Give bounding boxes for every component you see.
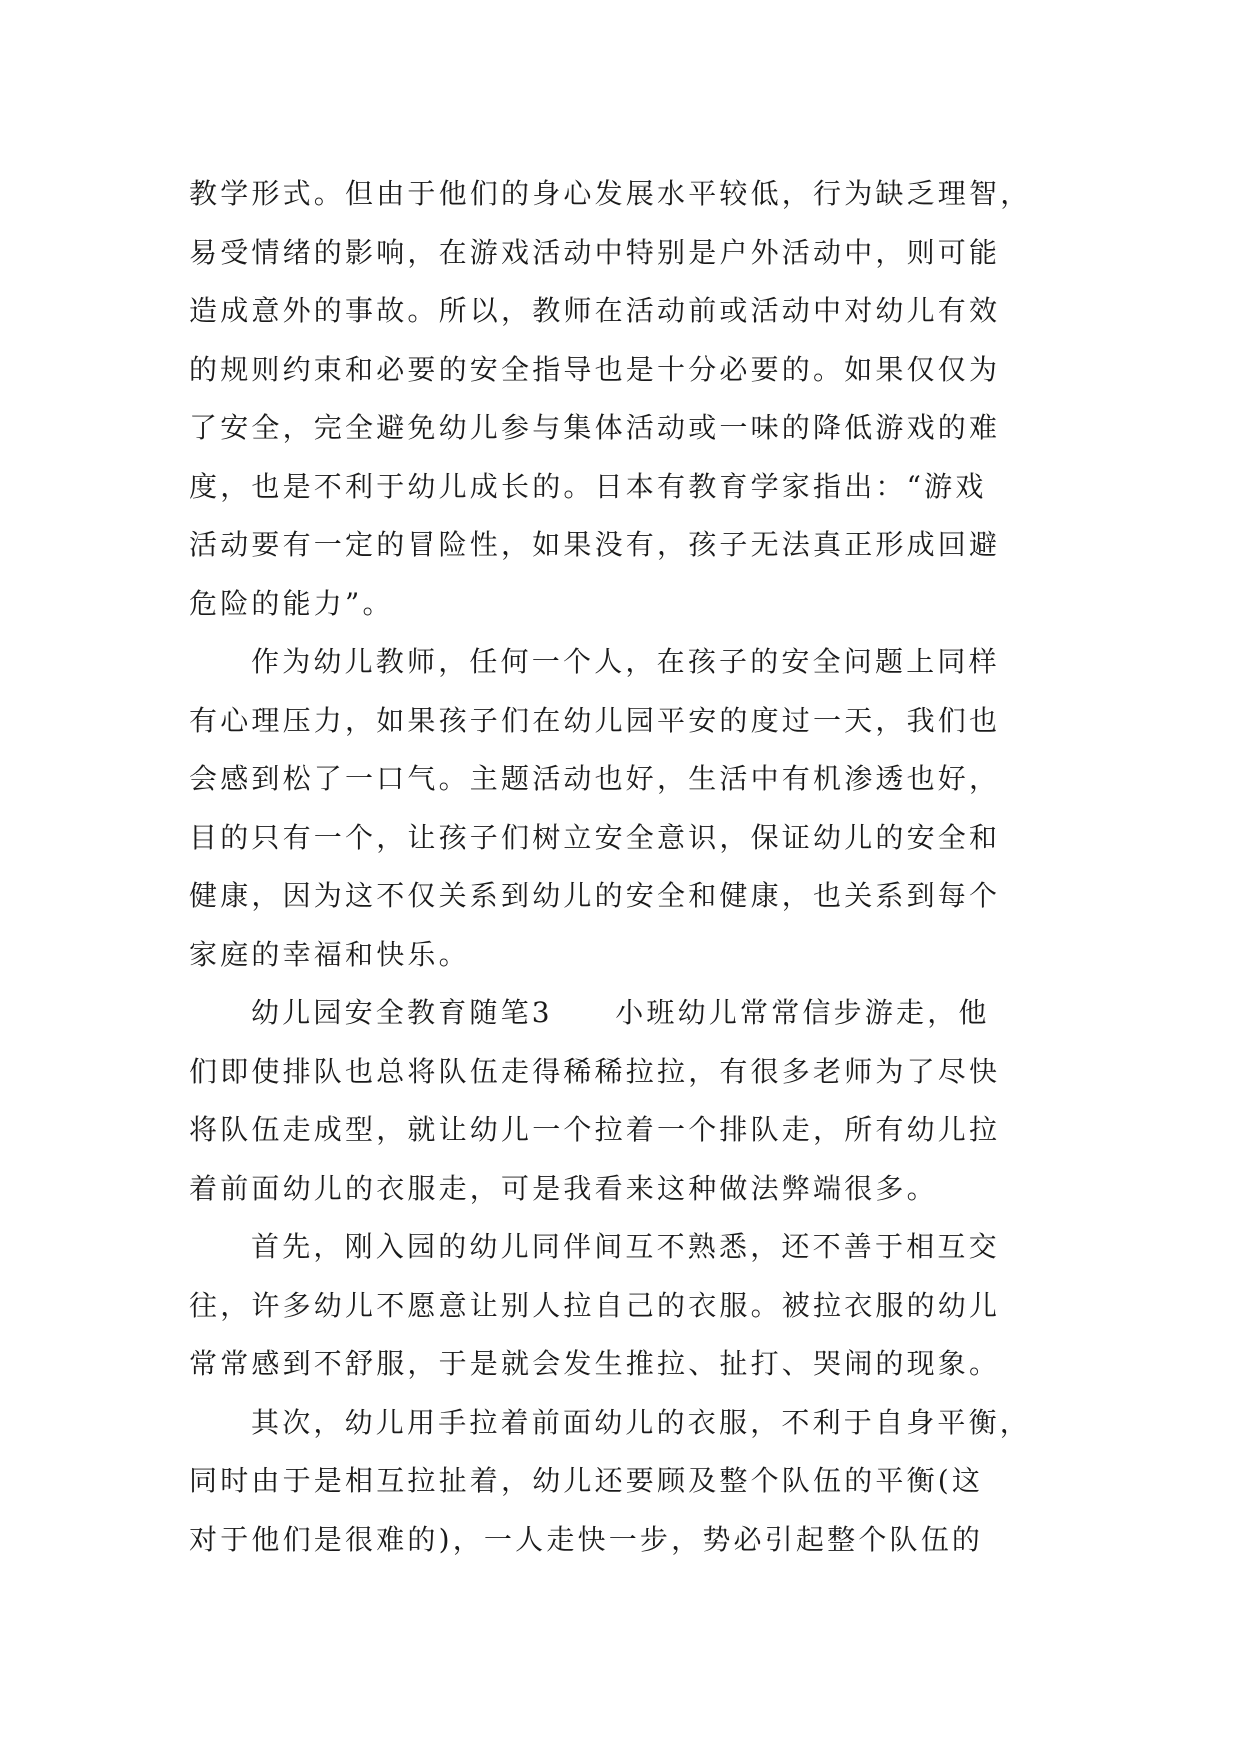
text-line: 其次，幼儿用手拉着前面幼儿的衣服，不利于自身平衡， xyxy=(251,1405,1032,1439)
text-line: 幼儿园安全教育随笔3 小班幼儿常常信步游走，他 xyxy=(251,996,990,1029)
text-line: 教学形式。但由于他们的身心发展水平较低，行为缺乏理智， xyxy=(189,177,1032,210)
text-line: 首先，刚入园的幼儿同伴间互不熟悉，还不善于相互交 xyxy=(251,1230,1000,1263)
document-body xyxy=(189,165,1059,1569)
text-line: 作为幼儿教师，任何一个人，在孩子的安全问题上同样 xyxy=(251,645,1000,678)
text-line: 着前面幼儿的衣服走，可是我看来这种做法弊端很多。 xyxy=(189,1171,938,1205)
text-line: 易受情绪的影响，在游戏活动中特别是户外活动中，则可能 xyxy=(189,235,1001,269)
text-line: 活动要有一定的冒险性，如果没有，孩子无法真正形成回避 xyxy=(189,528,1001,561)
text-line: 往，许多幼儿不愿意让别人拉自己的衣服。被拉衣服的幼儿 xyxy=(189,1288,1001,1322)
text-line: 有心理压力，如果孩子们在幼儿园平安的度过一天，我们也 xyxy=(189,703,1001,737)
text-line: 会感到松了一口气。主题活动也好，生活中有机渗透也好， xyxy=(189,762,1001,795)
text-line: 目的只有一个，让孩子们树立安全意识，保证幼儿的安全和 xyxy=(189,820,1001,854)
text-line: 家庭的幸福和快乐。 xyxy=(189,937,470,971)
text-line: 们即使排队也总将队伍走得稀稀拉拉，有很多老师为了尽快 xyxy=(189,1054,1001,1088)
text-line: 常常感到不舒服，于是就会发生推拉、扯打、哭闹的现象。 xyxy=(189,1347,1001,1380)
text-line: 了安全，完全避免幼儿参与集体活动或一味的降低游戏的难 xyxy=(189,411,1001,444)
text-line: 将队伍走成型，就让幼儿一个拉着一个排队走，所有幼儿拉 xyxy=(189,1113,1001,1146)
text-line: 健康，因为这不仅关系到幼儿的安全和健康，也关系到每个 xyxy=(189,879,1001,912)
text-line: 度，也是不利于幼儿成长的。日本有教育学家指出：“游戏 xyxy=(189,469,987,503)
text-line: 的规则约束和必要的安全指导也是十分必要的。如果仅仅为 xyxy=(189,352,1001,386)
text-line: 造成意外的事故。所以，教师在活动前或活动中对幼儿有效 xyxy=(189,294,1001,327)
text-line: 对于他们是很难的)，一人走快一步，势必引起整个队伍的 xyxy=(189,1522,984,1556)
text-line: 同时由于是相互拉扯着，幼儿还要顾及整个队伍的平衡(这 xyxy=(189,1464,984,1497)
text-line: 危险的能力”。 xyxy=(189,586,394,620)
